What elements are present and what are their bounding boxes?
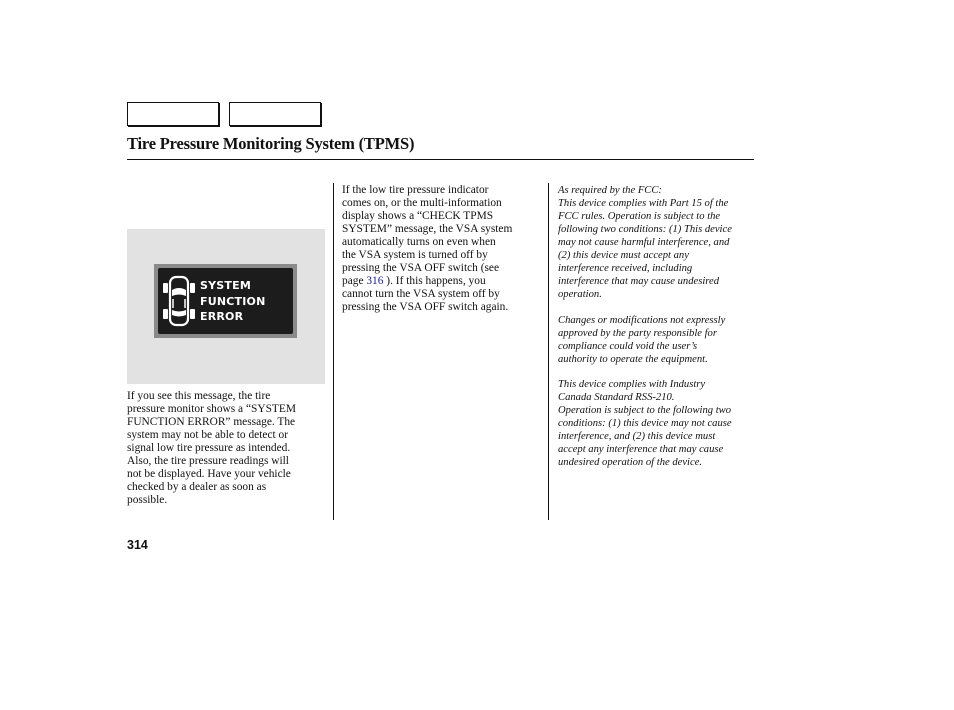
text-line: Changes or modifications not expressly — [558, 315, 726, 326]
text-line: undesired operation of the device. — [558, 457, 703, 468]
text-line: This device complies with Industry — [558, 379, 706, 390]
display-line-2: FUNCTION — [200, 294, 266, 308]
page-prefix: page — [342, 275, 367, 287]
text-line: automatically turns on even when — [342, 236, 496, 248]
system-function-error-paragraph — [127, 390, 296, 507]
text-line: not be displayed. Have your vehicle — [127, 468, 291, 480]
text-line: pressure monitor shows a “SYSTEM — [127, 403, 296, 415]
text-line: possible. — [127, 494, 168, 506]
column-divider-2 — [548, 183, 549, 520]
text-line: compliance could void the user’s — [558, 341, 698, 352]
text-line: display shows a “CHECK TPMS — [342, 210, 494, 222]
text-line: checked by a dealer as soon as — [127, 481, 267, 493]
page-316-link[interactable]: 316 — [366, 275, 384, 287]
text-line: following two conditions: (1) This device — [558, 224, 732, 235]
text-line: FCC rules. Operation is subject to the — [558, 211, 721, 222]
page-suffix: ). If this happens, you — [383, 275, 486, 287]
industry-canada-notice — [558, 378, 732, 469]
text-line: (2) this device must accept any — [558, 250, 689, 261]
text-line: comes on, or the multi-information — [342, 197, 502, 209]
vsa-paragraph — [342, 184, 512, 314]
text-line: accept any interference that may cause — [558, 444, 724, 455]
display-line-1: SYSTEM — [200, 279, 251, 292]
text-line: the VSA system is turned off by — [342, 249, 488, 261]
text-line: interference, and (2) this device must — [558, 431, 716, 442]
text-line: Operation is subject to the following two — [558, 405, 732, 416]
text-line: If you see this message, the tire — [127, 390, 271, 402]
text-line: authority to operate the equipment. — [558, 354, 708, 365]
multi-info-display — [154, 264, 297, 338]
text-line: signal low tire pressure as intended. — [127, 442, 291, 454]
text-line: may not cause harmful interference, and — [558, 237, 730, 248]
text-line: pressing the VSA OFF switch again. — [342, 301, 509, 313]
text-line: SYSTEM” message, the VSA system — [342, 223, 513, 235]
display-message — [200, 278, 265, 325]
text-line: interference that may cause undesired — [558, 276, 720, 287]
modifications-notice — [558, 314, 725, 366]
text-line: As required by the FCC: — [558, 185, 662, 196]
text-line: operation. — [558, 289, 602, 300]
fcc-notice — [558, 184, 732, 301]
display-line-3: ERROR — [200, 310, 244, 323]
text-line: Canada Standard RSS-210. — [558, 392, 675, 403]
text-line: This device complies with Part 15 of the — [558, 198, 729, 209]
page-number: 314 — [127, 538, 148, 552]
display-screen — [158, 268, 293, 334]
text-line: conditions: (1) this device may not cause — [558, 418, 732, 429]
display-illustration — [127, 229, 325, 384]
car-top-view-icon — [161, 273, 197, 329]
text-line: cannot turn the VSA system off by — [342, 288, 500, 300]
text-line: approved by the party responsible for — [558, 328, 717, 339]
nav-box-left[interactable] — [127, 102, 219, 126]
text-line: interference received, including — [558, 263, 693, 274]
text-line: If the low tire pressure indicator — [342, 184, 489, 196]
text-line: Also, the tire pressure readings will — [127, 455, 289, 467]
text-line-with-link — [342, 275, 512, 288]
text-line: system may not be able to detect or — [127, 429, 289, 441]
nav-box-right[interactable] — [229, 102, 321, 126]
text-line: pressing the VSA OFF switch (see — [342, 262, 500, 274]
column-divider-1 — [333, 183, 334, 520]
text-line: FUNCTION ERROR” message. The — [127, 416, 296, 428]
page-title: Tire Pressure Monitoring System (TPMS) — [127, 134, 415, 153]
title-rule — [127, 159, 754, 160]
